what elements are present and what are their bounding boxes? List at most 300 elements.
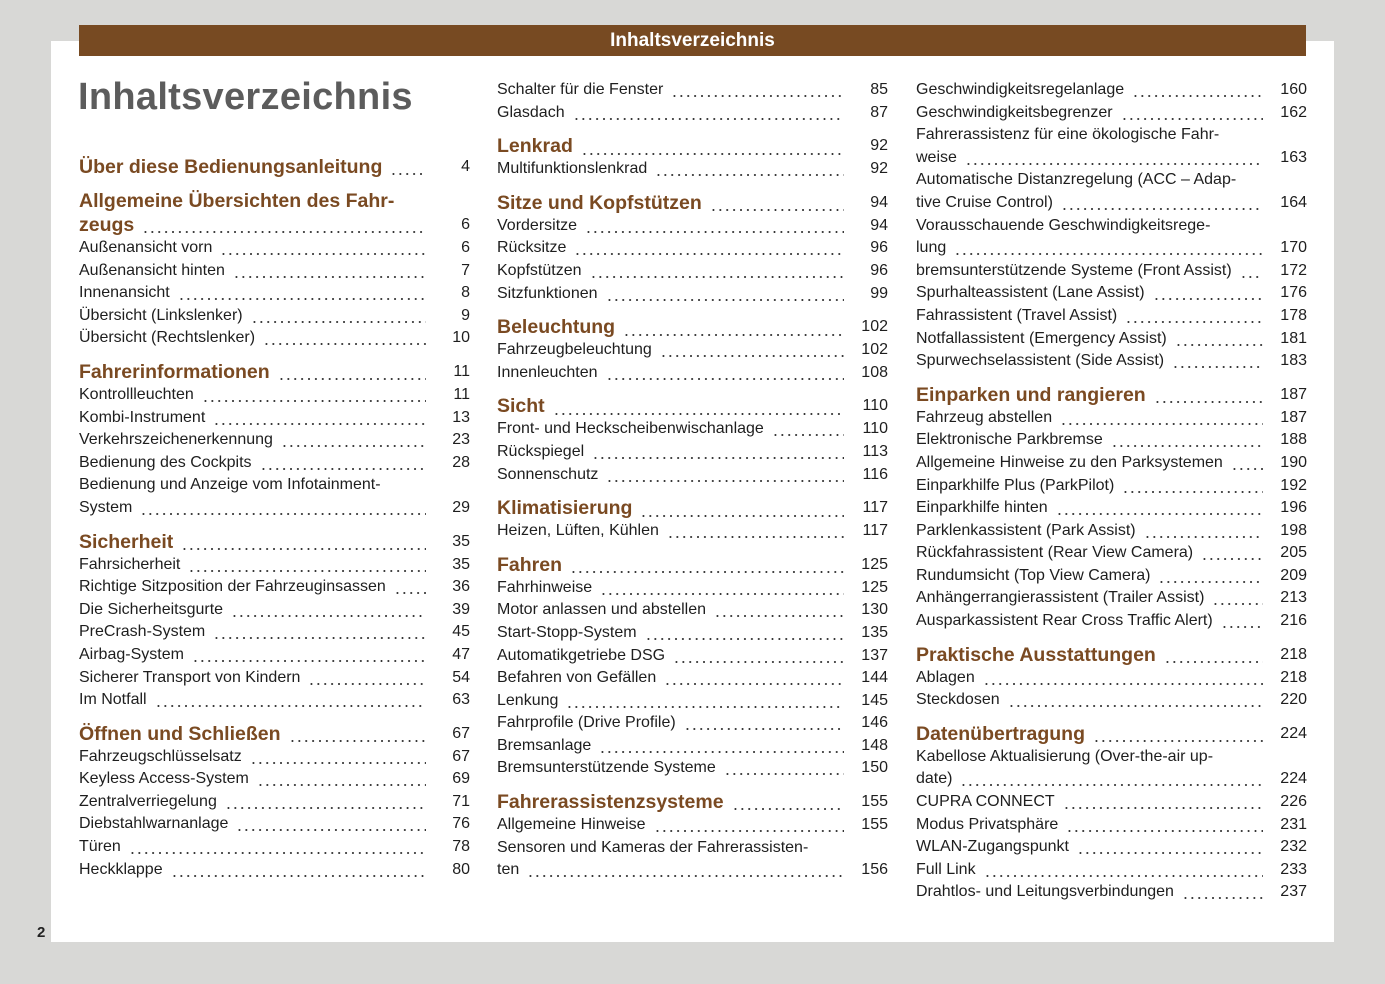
toc-entry-text: Fahrprofile (Drive Profile) (497, 714, 676, 732)
toc-page-number: 125 (861, 555, 888, 573)
toc-page-number: 85 (870, 81, 888, 98)
toc-page-number: 218 (1280, 668, 1307, 686)
toc-page-number: 117 (862, 522, 888, 540)
toc-entry-text: Bremsunterstützende Systeme (497, 759, 716, 777)
toc-page-number: 39 (452, 600, 470, 618)
toc-page-number: 144 (861, 669, 888, 687)
toc-page-number: 125 (861, 578, 888, 596)
toc-page-number: 67 (452, 747, 470, 765)
toc-page-number: 145 (861, 691, 888, 709)
toc-entry[interactable] (497, 622, 888, 645)
toc-entry-text: Anhängerrangierassistent (Trailer Assist) (916, 589, 1205, 607)
toc-section-heading[interactable] (79, 722, 470, 746)
dot-leader (260, 452, 426, 475)
dot-leader (1153, 282, 1263, 305)
toc-entry-text: PreCrash-System (79, 623, 206, 641)
toc-entry[interactable] (79, 689, 470, 712)
toc-page-number: 117 (862, 499, 888, 517)
toc-entry-text: Datenübertragung (916, 722, 1086, 745)
toc-entry-text: Fahrerinformationen (79, 360, 270, 383)
dot-leader (585, 215, 844, 238)
dot-leader (1111, 429, 1263, 452)
page-number: 2 (37, 924, 46, 941)
dot-leader (1201, 542, 1263, 565)
dot-leader (660, 339, 844, 362)
toc-entry[interactable] (916, 282, 1307, 305)
toc-entry-text: Kopfstützen (497, 261, 582, 279)
toc-page-number: 178 (1280, 306, 1307, 324)
toc-section-heading[interactable] (497, 790, 888, 814)
toc-entry[interactable] (497, 237, 888, 260)
toc-entry[interactable] (79, 746, 470, 769)
toc-entry[interactable] (497, 79, 888, 102)
toc-page-number: 71 (452, 792, 470, 810)
toc-page-number: 224 (1280, 770, 1307, 788)
toc-entry-text: Automatikgetriebe DSG (497, 646, 666, 664)
toc-entry-text: CUPRA CONNECT (916, 793, 1055, 811)
toc-entry-text: Geschwindigkeitsbegrenzer (916, 103, 1113, 121)
dot-leader (1154, 384, 1263, 407)
toc-entry[interactable] (497, 814, 888, 837)
toc-entry-text: Modus Privatsphäre (916, 815, 1059, 833)
toc-entry[interactable] (79, 305, 470, 328)
toc-section-heading[interactable] (497, 394, 888, 418)
toc-entry[interactable] (79, 497, 470, 520)
dot-leader (553, 396, 844, 419)
toc-entry-text: Beleuchtung (497, 316, 616, 339)
dot-leader (1164, 644, 1263, 667)
toc-section-heading[interactable] (79, 155, 470, 179)
dot-leader (1056, 497, 1263, 520)
dot-leader (257, 768, 426, 791)
toc-page-number: 102 (861, 341, 888, 359)
dot-leader (664, 667, 844, 690)
toc-entry-text: Ablagen (916, 668, 975, 686)
toc-entry-text: Fahrhinweise (497, 578, 593, 596)
toc-entry[interactable] (497, 441, 888, 464)
toc-entry[interactable] (497, 464, 888, 487)
toc-entry[interactable] (79, 282, 470, 305)
toc-entry-text: Fahrzeugbeleuchtung (497, 341, 652, 359)
toc-entry-text: Sitzfunktionen (497, 284, 598, 302)
toc-entry-text: System (79, 498, 133, 516)
dot-leader (714, 599, 844, 622)
dot-leader (566, 690, 844, 713)
toc-entry-text: Übersicht (Rechtslenker) (79, 329, 256, 347)
toc-column-1 (79, 145, 470, 881)
dot-leader (171, 859, 426, 882)
toc-entry-text: Über diese Bedienungsanleitung (79, 156, 383, 178)
dot-leader (655, 158, 844, 181)
toc-section-heading[interactable] (916, 383, 1307, 407)
toc-entry-text: Schalter für die Fenster (497, 81, 664, 98)
toc-section-heading[interactable] (916, 643, 1307, 667)
toc-entry[interactable] (79, 260, 470, 283)
toc-entry[interactable] (497, 520, 888, 543)
dot-leader (251, 305, 426, 328)
dot-leader (1093, 723, 1263, 746)
toc-page-number: 23 (452, 431, 470, 449)
toc-entry[interactable] (916, 565, 1307, 588)
toc-entry-text: Sicherheit (79, 530, 174, 553)
toc-entry-text: Rückfahrassistent (Rear View Camera) (916, 544, 1194, 562)
dot-leader (654, 814, 844, 837)
toc-entry[interactable] (497, 577, 888, 600)
toc-entry[interactable] (916, 452, 1307, 475)
toc-entry-text: Heizen, Lüften, Kühlen (497, 522, 659, 540)
dot-leader (233, 260, 426, 283)
toc-page-number: 137 (861, 646, 888, 664)
toc-entry[interactable] (916, 305, 1307, 328)
toc-page-number: 213 (1280, 589, 1307, 607)
toc-entry-text: Spurwechselassistent (Side Assist) (916, 352, 1165, 370)
toc-entry[interactable] (916, 350, 1307, 373)
dot-leader (1061, 192, 1263, 215)
toc-entry-text: Innenleuchten (497, 363, 598, 381)
toc-entry[interactable] (79, 791, 470, 814)
toc-entry[interactable] (916, 260, 1307, 283)
toc-entry-text: Rückspiegel (497, 442, 585, 460)
toc-entry[interactable] (497, 712, 888, 735)
toc-entry-text: Kontrollleuchten (79, 385, 194, 403)
dot-leader (960, 768, 1263, 791)
dot-leader (573, 102, 844, 125)
dot-leader (527, 859, 844, 882)
toc-page-number: 163 (1280, 148, 1307, 166)
toc-entry-text: Übersicht (Linkslenker) (79, 306, 243, 324)
toc-page-number: 69 (452, 770, 470, 788)
dot-leader (724, 757, 844, 780)
toc-entry-text: Innenansicht (79, 284, 170, 302)
dot-leader (1212, 587, 1263, 610)
toc-entry-text: Fahrerassistenz für eine ökologische Fahr- (916, 126, 1220, 144)
toc-entry-text: Diebstahlwarnanlage (79, 815, 229, 833)
toc-entry[interactable] (916, 587, 1307, 610)
toc-entry[interactable] (79, 429, 470, 452)
toc-section-heading-line[interactable] (79, 189, 470, 213)
toc-page-number: 116 (862, 465, 888, 483)
toc-entry-text: Glasdach (497, 103, 565, 121)
toc-entry-text: Rundumsicht (Top View Camera) (916, 566, 1151, 584)
toc-entry-text: Einparken und rangieren (916, 383, 1146, 406)
toc-entry-text: Heckklappe (79, 860, 163, 878)
toc-page-number: 183 (1280, 352, 1307, 370)
toc-page-number: 196 (1280, 499, 1307, 517)
toc-entry-text: Klimatisierung (497, 497, 633, 520)
toc-entry-line[interactable] (916, 746, 1307, 769)
toc-entry-text: Fahren (497, 553, 563, 576)
toc-section-heading[interactable] (497, 496, 888, 520)
toc-entry[interactable] (497, 418, 888, 441)
dot-leader (732, 791, 844, 814)
page-title: Inhaltsverzeichnis (78, 76, 413, 118)
toc-entry-text: Airbag-System (79, 645, 184, 663)
toc-entry-text: Außenansicht hinten (79, 261, 225, 279)
dot-leader (640, 498, 844, 521)
toc-entry[interactable] (916, 542, 1307, 565)
toc-entry[interactable] (79, 859, 470, 882)
toc-section-heading[interactable] (79, 530, 470, 554)
dot-leader (1172, 350, 1263, 373)
toc-entry-text: Drahtlos- und Leitungsverbindungen (916, 883, 1174, 901)
toc-entry[interactable] (79, 644, 470, 667)
toc-entry[interactable] (916, 147, 1307, 170)
toc-entry[interactable] (916, 79, 1307, 102)
dot-leader (590, 260, 845, 283)
toc-entry[interactable] (79, 407, 470, 430)
toc-entry[interactable] (79, 237, 470, 260)
toc-entry-text: Parklenkassistent (Park Assist) (916, 521, 1136, 539)
toc-entry-text: bremsunterstützende Systeme (Front Assist) (916, 261, 1232, 279)
toc-entry[interactable] (79, 768, 470, 791)
toc-entry[interactable] (497, 690, 888, 713)
toc-page-number: 54 (452, 668, 470, 686)
toc-page-number: 99 (870, 284, 888, 302)
toc-entry-text: Fahrerassistenzsysteme (497, 791, 724, 814)
dot-leader (1121, 102, 1263, 125)
dot-leader (220, 237, 426, 260)
dot-leader (225, 791, 426, 814)
dot-leader (574, 237, 844, 260)
dot-leader (1008, 689, 1263, 712)
toc-entry-text: Automatische Distanzregelung (ACC – Adap- (916, 171, 1237, 189)
toc-entry-text: Praktische Ausstattungen (916, 643, 1156, 666)
dot-leader (236, 813, 426, 836)
toc-page-number: 155 (861, 793, 888, 811)
toc-entry[interactable] (497, 859, 888, 882)
toc-entry[interactable] (916, 102, 1307, 125)
toc-page-number: 87 (870, 103, 888, 121)
toc-entry[interactable] (497, 260, 888, 283)
toc-page-number: 78 (452, 838, 470, 856)
toc-page-number: 172 (1280, 261, 1307, 279)
dot-leader (645, 622, 844, 645)
dot-leader (202, 384, 426, 407)
toc-entry[interactable] (497, 102, 888, 125)
toc-page-number: 209 (1280, 566, 1307, 584)
toc-entry[interactable] (497, 599, 888, 622)
toc-entry[interactable] (916, 689, 1307, 712)
toc-entry[interactable] (79, 452, 470, 475)
toc-entry-text: Elektronische Parkbremse (916, 431, 1103, 449)
toc-entry[interactable] (497, 339, 888, 362)
toc-entry[interactable] (916, 610, 1307, 633)
toc-entry-text: weise (916, 148, 957, 166)
toc-entry-line[interactable] (79, 474, 470, 497)
toc-page-number: 156 (861, 861, 888, 879)
toc-column-3 (916, 79, 1307, 904)
toc-page-number: 218 (1280, 645, 1307, 663)
toc-entry[interactable] (79, 813, 470, 836)
toc-entry[interactable] (79, 384, 470, 407)
toc-entry-line[interactable] (916, 215, 1307, 238)
toc-entry[interactable] (916, 520, 1307, 543)
dot-leader (599, 735, 844, 758)
dot-leader (954, 237, 1263, 260)
dot-leader (606, 283, 844, 306)
dot-leader (263, 327, 426, 350)
toc-entry-line[interactable] (497, 837, 888, 860)
toc-entry-text: Im Notfall (79, 691, 147, 709)
toc-section-heading[interactable] (916, 722, 1307, 746)
toc-entry-text: Rücksitze (497, 239, 567, 257)
toc-entry[interactable] (497, 362, 888, 385)
dot-leader (1144, 520, 1263, 543)
dot-leader (684, 712, 844, 735)
toc-entry[interactable] (497, 158, 888, 181)
toc-page-number: 13 (452, 408, 470, 426)
toc-page-number: 10 (452, 329, 470, 347)
toc-page-number: 150 (861, 759, 888, 777)
dot-leader (289, 723, 426, 746)
toc-entry[interactable] (497, 215, 888, 238)
toc-page-number: 7 (461, 261, 470, 279)
toc-page-number: 28 (452, 453, 470, 471)
toc-entry[interactable] (497, 667, 888, 690)
dot-leader (983, 667, 1263, 690)
toc-page-number: 102 (861, 318, 888, 336)
toc-entry[interactable] (916, 328, 1307, 351)
toc-entry[interactable] (916, 407, 1307, 430)
dot-leader (1132, 79, 1263, 102)
dot-leader (390, 156, 426, 179)
toc-entry[interactable] (916, 667, 1307, 690)
toc-page-number: 205 (1280, 544, 1307, 562)
toc-entry[interactable] (916, 836, 1307, 859)
toc-entry-text: Allgemeine Hinweise (497, 816, 646, 834)
dot-leader (129, 836, 426, 859)
toc-entry-text: lung (916, 239, 947, 257)
toc-page-number: 96 (870, 261, 888, 279)
toc-page-number: 35 (452, 532, 470, 550)
dot-leader (1060, 407, 1263, 430)
dot-leader (1077, 836, 1263, 859)
toc-section-heading[interactable] (497, 134, 888, 158)
dot-leader (710, 192, 844, 215)
toc-entry[interactable] (497, 283, 888, 306)
toc-page-number: 155 (861, 816, 888, 834)
toc-entry[interactable] (79, 327, 470, 350)
toc-entry[interactable] (79, 667, 470, 690)
toc-entry-text: Fahrsicherheit (79, 555, 181, 573)
toc-entry[interactable] (916, 768, 1307, 791)
toc-section-heading[interactable] (497, 315, 888, 339)
toc-section-heading[interactable] (79, 360, 470, 384)
toc-page-number: 80 (452, 860, 470, 878)
toc-entry-text: Vorausschauende Geschwindigkeitsrege- (916, 216, 1211, 234)
toc-entry[interactable] (79, 554, 470, 577)
dot-leader (1066, 814, 1263, 837)
toc-page-number: 11 (453, 385, 470, 403)
toc-entry-text: Start-Stopp-System (497, 623, 637, 641)
dot-leader (1182, 881, 1263, 904)
toc-entry[interactable] (916, 791, 1307, 814)
toc-entry-text: Bedienung des Cockpits (79, 453, 252, 471)
toc-page-number: 29 (452, 498, 470, 516)
dot-leader (673, 645, 844, 668)
toc-entry-text: Die Sicherheitsgurte (79, 600, 224, 618)
toc-page-number: 11 (453, 362, 470, 380)
toc-entry[interactable] (916, 859, 1307, 882)
toc-entry-text: Multifunktionslenkrad (497, 160, 648, 178)
toc-page-number: 6 (461, 216, 470, 233)
toc-page-number: 198 (1280, 521, 1307, 539)
toc-page-number: 110 (862, 397, 888, 415)
toc-entry-text: Geschwindigkeitsregelanlage (916, 81, 1125, 98)
toc-entry[interactable] (916, 497, 1307, 520)
running-header: Inhaltsverzeichnis (79, 25, 1306, 56)
toc-entry-text: Lenkrad (497, 135, 573, 158)
toc-page-number: 224 (1280, 724, 1307, 742)
toc-section-heading[interactable] (497, 191, 888, 215)
toc-entry[interactable] (916, 237, 1307, 260)
toc-entry-text: WLAN-Zugangspunkt (916, 838, 1069, 856)
toc-page-number: 35 (452, 555, 470, 573)
toc-entry[interactable] (79, 836, 470, 859)
dot-leader (213, 407, 426, 430)
toc-page-number: 67 (452, 724, 470, 742)
toc-entry[interactable] (497, 645, 888, 668)
toc-entry[interactable] (916, 429, 1307, 452)
toc-page-number: 94 (870, 216, 888, 234)
toc-entry-line[interactable] (916, 169, 1307, 192)
toc-page-number: 162 (1280, 103, 1307, 121)
dot-leader (623, 317, 844, 340)
toc-entry-line[interactable] (916, 124, 1307, 147)
toc-section-heading[interactable] (79, 213, 470, 237)
toc-entry[interactable] (79, 599, 470, 622)
toc-entry[interactable] (497, 757, 888, 780)
dot-leader (600, 577, 844, 600)
toc-page-number: 181 (1280, 329, 1307, 347)
toc-entry[interactable] (916, 881, 1307, 904)
toc-entry[interactable] (916, 814, 1307, 837)
toc-entry-text: Allgemeine Übersichten des Fahr- (79, 190, 395, 212)
toc-entry-text: Verkehrszeichenerkennung (79, 431, 273, 449)
toc-page-number: 96 (870, 239, 888, 257)
toc-entry-text: Öffnen und Schließen (79, 722, 281, 745)
toc-entry[interactable] (497, 735, 888, 758)
toc-page-number: 160 (1280, 81, 1307, 98)
dot-leader (181, 531, 426, 554)
toc-entry[interactable] (79, 576, 470, 599)
dot-leader (570, 554, 844, 577)
dot-leader (1240, 260, 1263, 283)
toc-entry-text: Richtige Sitzposition der Fahrzeuginsassen (79, 578, 386, 596)
dot-leader (142, 214, 426, 237)
toc-entry-text: Spurhalteassistent (Lane Assist) (916, 284, 1145, 302)
toc-page-number: 176 (1280, 284, 1307, 302)
toc-entry-text: Sicht (497, 395, 545, 418)
toc-entry-text: tive Cruise Control) (916, 193, 1053, 211)
toc-page-number: 164 (1280, 193, 1307, 211)
toc-section-heading[interactable] (497, 553, 888, 577)
toc-entry[interactable] (916, 192, 1307, 215)
toc-entry-text: Kabellose Aktualisierung (Over-the-air up- (916, 747, 1214, 765)
toc-page-number: 187 (1280, 385, 1307, 403)
toc-entry-text: Fahrassistent (Travel Assist) (916, 306, 1118, 324)
dot-leader (606, 362, 844, 385)
toc-entry[interactable] (79, 621, 470, 644)
toc-entry-text: Motor anlassen und abstellen (497, 601, 707, 619)
toc-page-number: 6 (461, 239, 470, 256)
dot-leader (581, 136, 844, 159)
dot-leader (278, 361, 426, 384)
toc-entry[interactable] (916, 475, 1307, 498)
dot-leader (192, 644, 426, 667)
toc-entry-text: Bremsanlage (497, 736, 592, 754)
dot-leader (250, 746, 426, 769)
